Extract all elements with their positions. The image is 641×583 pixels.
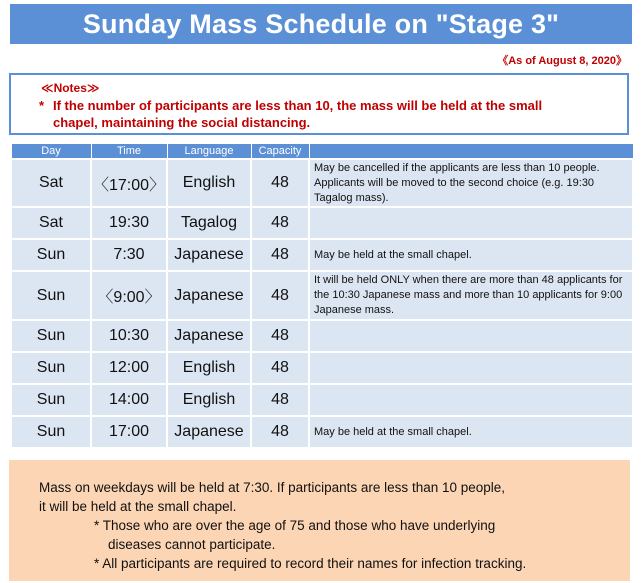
cell-capacity: 48	[251, 384, 309, 416]
as-of-date: 《As of August 8, 2020》	[497, 55, 627, 67]
table-row	[11, 207, 633, 239]
cell-note	[309, 207, 633, 239]
notes-bullet: *	[39, 98, 45, 113]
weekday-line-2: it will be held at the small chapel.	[39, 499, 237, 514]
cell-day: Sun	[11, 352, 91, 384]
header-time: Time	[91, 144, 167, 160]
cell-note	[309, 352, 633, 384]
age-restriction-line-1: * Those who are over the age of 75 and those who have underlying	[94, 518, 496, 533]
cell-capacity: 48	[251, 159, 309, 207]
cell-time: 〈17:00〉	[91, 159, 167, 207]
cell-time: 12:00	[91, 352, 167, 384]
cell-day: Sun	[11, 271, 91, 320]
cell-language: Japanese	[167, 239, 251, 271]
cell-language: English	[167, 159, 251, 207]
table-row	[11, 320, 633, 352]
cell-capacity: 48	[251, 207, 309, 239]
table-row	[11, 159, 633, 207]
cell-capacity: 48	[251, 239, 309, 271]
header-language: Language	[167, 144, 251, 160]
notes-box	[9, 73, 629, 135]
cell-capacity: 48	[251, 271, 309, 320]
table-row	[11, 352, 633, 384]
cell-time: 10:30	[91, 320, 167, 352]
cell-language: English	[167, 384, 251, 416]
cell-language: Japanese	[167, 320, 251, 352]
cell-language: English	[167, 352, 251, 384]
header-day: Day	[11, 144, 91, 160]
record-names-line: * All participants are required to record their names for infection tracking.	[94, 556, 527, 571]
table-row	[11, 416, 633, 448]
age-restriction-line-2: diseases cannot participate.	[108, 537, 276, 552]
cell-note: May be held at the small chapel.	[309, 239, 633, 271]
header-note	[309, 144, 633, 160]
cell-time: 〈9:00〉	[91, 271, 167, 320]
header-capacity: Capacity	[251, 144, 309, 160]
cell-day: Sat	[11, 207, 91, 239]
cell-note	[309, 384, 633, 416]
cell-day: Sun	[11, 320, 91, 352]
cell-time: 19:30	[91, 207, 167, 239]
cell-capacity: 48	[251, 352, 309, 384]
cell-note: May be held at the small chapel.	[309, 416, 633, 448]
cell-language: Japanese	[167, 271, 251, 320]
cell-day: Sat	[11, 159, 91, 207]
table-row	[11, 384, 633, 416]
cell-language: Japanese	[167, 416, 251, 448]
notes-line	[41, 97, 627, 131]
cell-time: 14:00	[91, 384, 167, 416]
cell-time: 7:30	[91, 239, 167, 271]
table-row	[11, 271, 633, 320]
cell-time: 17:00	[91, 416, 167, 448]
notes-text: If the number of participants are less than 10, the mass will be held at the small chapel, maintaining the social distancing.	[53, 98, 543, 130]
weekday-info-box	[9, 460, 630, 581]
table-row	[11, 239, 633, 271]
cell-note: May be cancelled if the applicants are less than 10 people. Applicants will be moved to the second choice (e.g. 19:30 Tagalog mass).	[309, 159, 633, 207]
table-header-row	[11, 144, 633, 160]
cell-capacity: 48	[251, 416, 309, 448]
page-title: Sunday Mass Schedule on "Stage 3"	[10, 4, 632, 44]
cell-language: Tagalog	[167, 207, 251, 239]
cell-note: It will be held ONLY when there are more than 48 applicants for the 10:30 Japanese mass and more than 10 applicants for 9:00 Japanese mass.	[309, 271, 633, 320]
cell-day: Sun	[11, 239, 91, 271]
cell-day: Sun	[11, 416, 91, 448]
schedule-table	[10, 143, 634, 449]
notes-heading: ≪Notes≫	[41, 81, 100, 95]
cell-capacity: 48	[251, 320, 309, 352]
weekday-line-1: Mass on weekdays will be held at 7:30. If participants are less than 10 people,	[39, 480, 506, 495]
cell-note	[309, 320, 633, 352]
cell-day: Sun	[11, 384, 91, 416]
